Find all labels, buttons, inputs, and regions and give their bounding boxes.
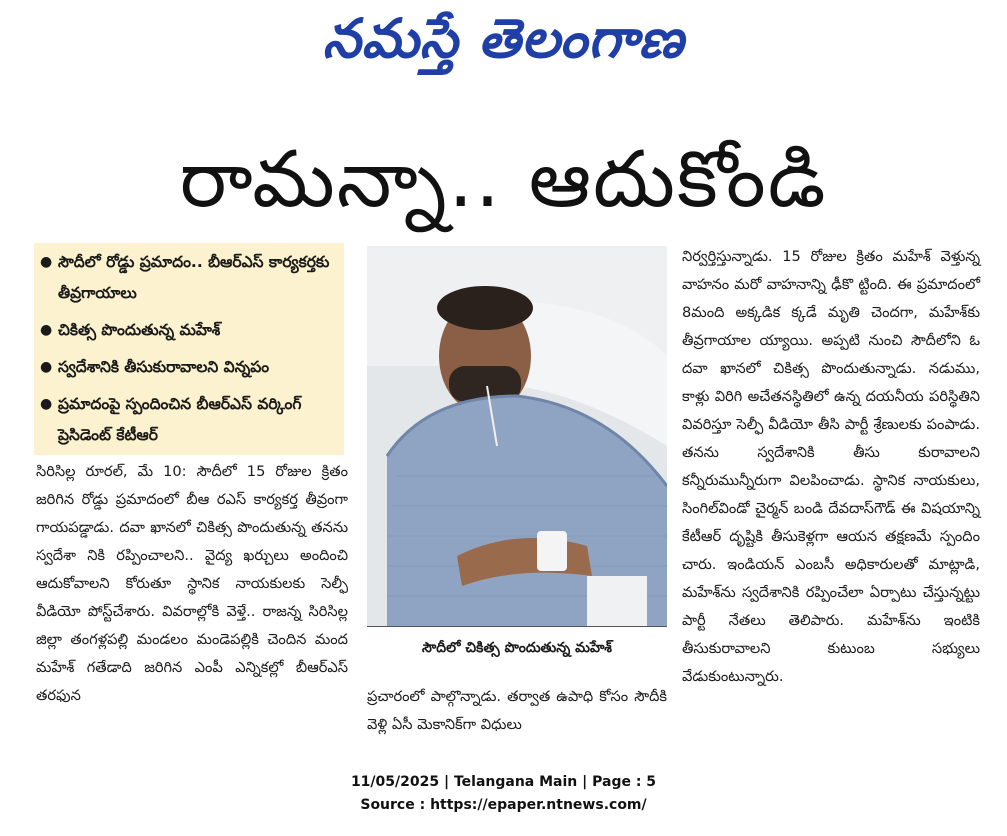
article-column-2: ప్రచారంలో పాల్గొన్నాడు. తర్వాత ఉపాధి కోసం సౌదీకి వెళ్లి ఏసీ మెకానిక్‌గా విధులు [367, 688, 667, 733]
highlights-box [34, 243, 344, 455]
bullet-icon: ● [40, 322, 53, 338]
highlight-text: చికిత్స పొందుతున్న మహేశ్‌ [58, 321, 221, 339]
article-column-3: నిర్వర్తిస్తున్నాడు. 15 రోజుల క్రితం మహేశ్‌ వెళ్తున్న వాహనం మరో వాహనాన్ని ఢీకొ ట్టింది. ఈ ప్రమాదంలో 8మంది అక్కడిక క్కడే మృతి చెందగా, మహేశ్‌కు తీవ్రగాయాల య్యాయి. అప్పటి నుంచి సౌదీలోని ఓ దవా ఖానలో చికిత్స పొందుతున్నాడు. నడుము, కాళ్లు విరిగి అచేతనస్థితిలో ఉన్న దయనీయ పరిస్థితిని వివరిస్తూ సెల్ఫీ వీడియో తీసి పార్టీ శ్రేణులకు పంపాడు. తనను స్వదేశానికి తీసు కురావాలని కన్నీరుమున్నీరుగా విలపించాడు. స్థానిక నాయకులు, సింగిల్‌విండో చైర్మన్‌ బండి దేవదాస్‌గౌడ్‌ ఈ విషయాన్ని కేటీఆర్‌ దృష్టికి తీసుకెళ్లగా ఆయన తక్షణమే స్పందిం చారు. ఇండియన్‌ ఎంబసీ అధికారులతో మాట్లాడి, మహేశ్‌ను స్వదేశానికి రప్పించేలా ఏర్పాటు చేస్తున్నట్టు పార్టీ నేతలు తెలిపారు. మహేశ్‌ను ఇంటికి తీసుకురావాలని కుటుంబ సభ్యులు వేడుకుంటున్నారు. [682, 248, 980, 685]
highlight-text: స్వదేశానికి తీసుకురావాలని విన్నపం [58, 358, 270, 376]
footer-date-page: 11/05/2025 | Telangana Main | Page : 5 [350, 774, 657, 790]
news-photo [367, 246, 667, 626]
highlight-item [34, 311, 344, 348]
headline: రామన్నా.. ఆదుకోండి [179, 135, 828, 225]
photo-caption: సౌదీలో చికిత్స పొందుతున్న మహేశ్‌ [422, 640, 612, 656]
highlight-text: ప్రమాదంపై స్పందించిన బీఆర్‌ఎస్‌ వర్కింగ్‌ ప్రెసిడెంట్‌ కేటీఆర్‌ [58, 395, 302, 444]
highlight-text: సౌదీలో రోడ్డు ప్రమాదం.. బీఆర్‌ఎస్‌ కార్యకర్తకు తీవ్రగాయాలు [58, 253, 330, 302]
footer-source: Source : https://epaper.ntnews.com/ [360, 797, 647, 813]
highlight-item [34, 243, 344, 311]
bullet-icon: ● [40, 359, 53, 375]
bullet-icon: ● [40, 396, 53, 412]
bullet-icon: ● [40, 254, 53, 270]
highlight-item [34, 385, 344, 453]
patient-photo-illustration [367, 246, 667, 626]
caption-divider [367, 626, 667, 627]
article-column-1: సిరిసిల్ల రూరల్‌, మే 10: సౌదీలో 15 రోజుల క్రితం జరిగిన రోడ్డు ప్రమాదంలో బీఆ రఎస్‌ కార్యకర్త తీవ్రంగా గాయపడ్డాడు. దవా ఖానలో చికిత్స పొందుతున్న తనను స్వదేశా నికి రప్పించాలని.. వైద్య ఖర్చులు అందించి ఆదుకోవాలని కోరుతూ స్థానిక నాయకులకు సెల్ఫీ వీడియో పోస్ట్‌చేశారు. వివరాల్లోకి వెళ్తే.. రాజన్న సిరిసిల్ల జిల్లా తంగళ్లపల్లి మండలం మండెపల్లికి చెందిన మంద మహేశ్‌ గతేడాది జరిగిన ఎంపీ ఎన్నికల్లో బీఆర్‌ఎస్‌ తరఫున [36, 463, 348, 704]
masthead-title: నమస్తే తెలంగాణ [322, 7, 685, 70]
highlight-item [34, 348, 344, 385]
